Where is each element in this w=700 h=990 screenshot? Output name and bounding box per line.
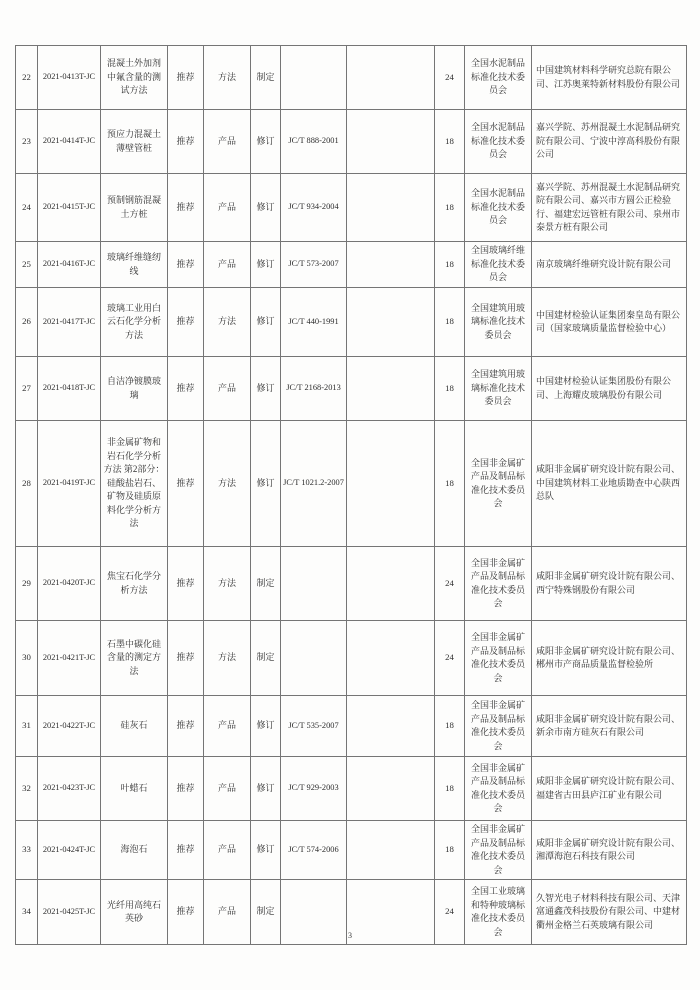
cell-standard-name: 海泡石 — [101, 821, 168, 880]
cell-standard-name: 焦宝石化学分析方法 — [101, 547, 168, 621]
cell-standard-category: 方法 — [204, 547, 251, 621]
cell-standard-category: 方法 — [204, 621, 251, 696]
cell-technical-committee: 全国非金属矿产品及制品标准化技术委员会 — [465, 757, 532, 821]
cell-drafting-organizations: 咸阳非金属矿研究设计院有限公司、湘潭海泡石科技有限公司 — [532, 821, 687, 880]
cell-drafting-organizations: 中国建筑材料科学研究总院有限公司、江苏奥莱特新材料股份有限公司 — [532, 46, 687, 110]
cell-standard-category: 产品 — [204, 880, 251, 945]
cell-standard-nature: 推荐 — [168, 174, 204, 242]
cell-international-standard — [347, 357, 435, 421]
cell-duration-months: 18 — [435, 288, 465, 357]
cell-standard-category: 产品 — [204, 757, 251, 821]
table-row — [16, 357, 687, 421]
cell-technical-committee: 全国非金属矿产品及制品标准化技术委员会 — [465, 421, 532, 547]
cell-duration-months: 24 — [435, 547, 465, 621]
cell-technical-committee: 全国非金属矿产品及制品标准化技术委员会 — [465, 621, 532, 696]
cell-duration-months: 24 — [435, 621, 465, 696]
cell-sequence-number: 31 — [16, 696, 38, 757]
table-row — [16, 421, 687, 547]
cell-international-standard — [347, 110, 435, 174]
cell-plan-number: 2021-0425T-JC — [38, 880, 101, 945]
cell-drafting-organizations: 嘉兴学院、苏州混凝土水泥制品研究院有限公司、宁波中淳高科股份有限公司 — [532, 110, 687, 174]
cell-standard-nature: 推荐 — [168, 821, 204, 880]
cell-standard-nature: 推荐 — [168, 421, 204, 547]
cell-sequence-number: 24 — [16, 174, 38, 242]
cell-revision-type: 修订 — [251, 110, 281, 174]
cell-revised-standard-number — [281, 46, 347, 110]
cell-revision-type: 制定 — [251, 547, 281, 621]
cell-standard-name: 硅灰石 — [101, 696, 168, 757]
cell-technical-committee: 全国建筑用玻璃标准化技术委员会 — [465, 288, 532, 357]
cell-revised-standard-number: JC/T 440-1991 — [281, 288, 347, 357]
cell-international-standard — [347, 46, 435, 110]
table-row — [16, 288, 687, 357]
cell-international-standard — [347, 547, 435, 621]
cell-technical-committee: 全国非金属矿产品及制品标准化技术委员会 — [465, 696, 532, 757]
cell-technical-committee: 全国水泥制品标准化技术委员会 — [465, 174, 532, 242]
cell-revision-type: 制定 — [251, 621, 281, 696]
cell-standard-name: 叶蜡石 — [101, 757, 168, 821]
cell-drafting-organizations: 中国建材检验认证集团秦皇岛有限公司（国家玻璃质量监督检验中心） — [532, 288, 687, 357]
cell-standard-name: 预应力混凝土薄壁管桩 — [101, 110, 168, 174]
cell-duration-months: 18 — [435, 242, 465, 288]
cell-drafting-organizations: 咸阳非金属矿研究设计院有限公司、新余市南方硅灰石有限公司 — [532, 696, 687, 757]
cell-standard-category: 产品 — [204, 110, 251, 174]
cell-revised-standard-number: JC/T 929-2003 — [281, 757, 347, 821]
cell-standard-name: 光纤用高纯石英砂 — [101, 880, 168, 945]
cell-sequence-number: 32 — [16, 757, 38, 821]
cell-standard-category: 方法 — [204, 288, 251, 357]
cell-revised-standard-number: JC/T 1021.2-2007 — [281, 421, 347, 547]
cell-plan-number: 2021-0416T-JC — [38, 242, 101, 288]
cell-duration-months: 24 — [435, 46, 465, 110]
cell-revision-type: 修订 — [251, 421, 281, 547]
cell-revised-standard-number — [281, 547, 347, 621]
cell-revision-type: 修订 — [251, 696, 281, 757]
cell-standard-category: 方法 — [204, 46, 251, 110]
cell-standard-nature: 推荐 — [168, 46, 204, 110]
cell-duration-months: 24 — [435, 880, 465, 945]
cell-sequence-number: 30 — [16, 621, 38, 696]
cell-plan-number: 2021-0418T-JC — [38, 357, 101, 421]
cell-standard-name: 玻璃工业用白云石化学分析方法 — [101, 288, 168, 357]
cell-revision-type: 修订 — [251, 357, 281, 421]
cell-drafting-organizations: 咸阳非金属矿研究设计院有限公司、郴州市产商品质量监督检验所 — [532, 621, 687, 696]
cell-standard-nature: 推荐 — [168, 110, 204, 174]
cell-standard-category: 产品 — [204, 821, 251, 880]
cell-revised-standard-number: JC/T 934-2004 — [281, 174, 347, 242]
cell-drafting-organizations: 咸阳非金属矿研究设计院有限公司、西宁特殊钢股份有限公司 — [532, 547, 687, 621]
cell-revised-standard-number: JC/T 2168-2013 — [281, 357, 347, 421]
cell-drafting-organizations: 南京玻璃纤维研究设计院有限公司 — [532, 242, 687, 288]
cell-standard-category: 产品 — [204, 242, 251, 288]
cell-technical-committee: 全国非金属矿产品及制品标准化技术委员会 — [465, 547, 532, 621]
cell-standard-nature: 推荐 — [168, 357, 204, 421]
cell-sequence-number: 26 — [16, 288, 38, 357]
cell-standard-name: 非金属矿物和岩石化学分析方法 第2部分：硅酸盐岩石、矿物及硅质原料化学分析方法 — [101, 421, 168, 547]
table-row — [16, 110, 687, 174]
cell-standard-name: 混凝土外加剂中氟含量的测试方法 — [101, 46, 168, 110]
table-body — [16, 46, 687, 945]
cell-plan-number: 2021-0417T-JC — [38, 288, 101, 357]
cell-plan-number: 2021-0414T-JC — [38, 110, 101, 174]
cell-revision-type: 修订 — [251, 174, 281, 242]
cell-revised-standard-number — [281, 621, 347, 696]
cell-standard-category: 产品 — [204, 174, 251, 242]
cell-duration-months: 18 — [435, 110, 465, 174]
cell-duration-months: 18 — [435, 696, 465, 757]
cell-sequence-number: 23 — [16, 110, 38, 174]
cell-standard-category: 产品 — [204, 357, 251, 421]
cell-duration-months: 18 — [435, 357, 465, 421]
page-number: 3 — [348, 931, 352, 940]
cell-international-standard — [347, 242, 435, 288]
cell-drafting-organizations: 咸阳非金属矿研究设计院有限公司、福建省古田县庐江矿业有限公司 — [532, 757, 687, 821]
cell-plan-number: 2021-0420T-JC — [38, 547, 101, 621]
cell-international-standard — [347, 421, 435, 547]
cell-plan-number: 2021-0419T-JC — [38, 421, 101, 547]
cell-duration-months: 18 — [435, 421, 465, 547]
cell-standard-nature: 推荐 — [168, 880, 204, 945]
table-row — [16, 696, 687, 757]
cell-standard-nature: 推荐 — [168, 757, 204, 821]
cell-plan-number: 2021-0421T-JC — [38, 621, 101, 696]
cell-revised-standard-number: JC/T 888-2001 — [281, 110, 347, 174]
cell-duration-months: 18 — [435, 821, 465, 880]
cell-international-standard — [347, 821, 435, 880]
table-row — [16, 174, 687, 242]
cell-technical-committee: 全国建筑用玻璃标准化技术委员会 — [465, 357, 532, 421]
table-row — [16, 757, 687, 821]
cell-revision-type: 修订 — [251, 821, 281, 880]
cell-drafting-organizations: 中国建材检验认证集团股份有限公司、上海耀皮玻璃股份有限公司 — [532, 357, 687, 421]
cell-standard-name: 预制钢筋混凝土方桩 — [101, 174, 168, 242]
cell-drafting-organizations: 久智光电子材料科技有限公司、天津富通鑫茂科技股份有限公司、中建材衢州金格兰石英玻璃有限公司 — [532, 880, 687, 945]
cell-revised-standard-number: JC/T 573-2007 — [281, 242, 347, 288]
cell-plan-number: 2021-0423T-JC — [38, 757, 101, 821]
cell-standard-category: 方法 — [204, 421, 251, 547]
table-row — [16, 242, 687, 288]
cell-technical-committee: 全国工业玻璃和特种玻璃标准化技术委员会 — [465, 880, 532, 945]
cell-standard-name: 玻璃纤维缝纫线 — [101, 242, 168, 288]
cell-technical-committee: 全国水泥制品标准化技术委员会 — [465, 46, 532, 110]
cell-international-standard — [347, 621, 435, 696]
table-row — [16, 621, 687, 696]
cell-sequence-number: 33 — [16, 821, 38, 880]
cell-plan-number: 2021-0415T-JC — [38, 174, 101, 242]
cell-revised-standard-number: JC/T 574-2006 — [281, 821, 347, 880]
cell-standard-nature: 推荐 — [168, 288, 204, 357]
cell-plan-number: 2021-0413T-JC — [38, 46, 101, 110]
cell-revision-type: 修订 — [251, 288, 281, 357]
cell-drafting-organizations: 咸阳非金属矿研究设计院有限公司、中国建筑材料工业地质勘查中心陕西总队 — [532, 421, 687, 547]
cell-sequence-number: 34 — [16, 880, 38, 945]
table-row — [16, 547, 687, 621]
cell-standard-name: 石墨中碳化硅含量的测定方法 — [101, 621, 168, 696]
cell-standard-nature: 推荐 — [168, 621, 204, 696]
cell-plan-number: 2021-0422T-JC — [38, 696, 101, 757]
cell-technical-committee: 全国水泥制品标准化技术委员会 — [465, 110, 532, 174]
cell-technical-committee: 全国玻璃纤维标准化技术委员会 — [465, 242, 532, 288]
cell-standard-nature: 推荐 — [168, 696, 204, 757]
cell-sequence-number: 22 — [16, 46, 38, 110]
cell-international-standard — [347, 696, 435, 757]
table-row — [16, 821, 687, 880]
cell-international-standard — [347, 174, 435, 242]
cell-standard-nature: 推荐 — [168, 242, 204, 288]
cell-international-standard — [347, 757, 435, 821]
cell-plan-number: 2021-0424T-JC — [38, 821, 101, 880]
cell-revision-type: 修订 — [251, 242, 281, 288]
cell-standard-category: 产品 — [204, 696, 251, 757]
cell-international-standard — [347, 288, 435, 357]
cell-sequence-number: 29 — [16, 547, 38, 621]
cell-duration-months: 18 — [435, 757, 465, 821]
cell-sequence-number: 27 — [16, 357, 38, 421]
cell-sequence-number: 28 — [16, 421, 38, 547]
table-row — [16, 46, 687, 110]
standards-plan-table — [15, 45, 687, 945]
cell-sequence-number: 25 — [16, 242, 38, 288]
cell-revision-type: 制定 — [251, 46, 281, 110]
cell-standard-name: 自洁净镀膜玻璃 — [101, 357, 168, 421]
cell-revision-type: 修订 — [251, 757, 281, 821]
cell-revision-type: 制定 — [251, 880, 281, 945]
cell-standard-nature: 推荐 — [168, 547, 204, 621]
cell-duration-months: 18 — [435, 174, 465, 242]
cell-drafting-organizations: 嘉兴学院、苏州混凝土水泥制品研究院有限公司、嘉兴市方圆公正检验行、福建宏远管桩有限公司、泉州市泰景方桩有限公司 — [532, 174, 687, 242]
cell-revised-standard-number: JC/T 535-2007 — [281, 696, 347, 757]
cell-technical-committee: 全国非金属矿产品及制品标准化技术委员会 — [465, 821, 532, 880]
